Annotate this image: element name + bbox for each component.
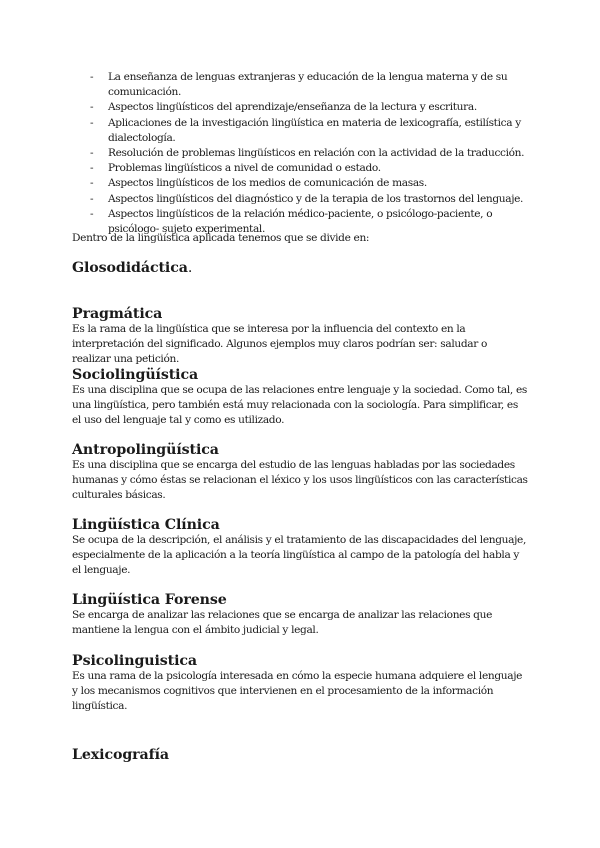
paragraph-linguistica-clinica: Se ocupa de la descripción, el análisis y el tratamiento de las discapacidades del lenguaje, especialmente de la aplicación a la teoría lingüística al campo de la patología del habla y el lenguaje.	[72, 534, 526, 577]
bullet-marker: -	[90, 162, 94, 175]
paragraph-sociolinguistica: Es una disciplina que se ocupa de las relaciones entre lenguaje y la sociedad. Como tal, es una lingüística, pero también está muy relacionada con la sociología. Para simplificar, es el uso del lenguaje tal y como es utilizado.	[72, 384, 527, 427]
heading-pragmatica: Pragmática	[72, 306, 163, 322]
list-item-text: La enseñanza de lenguas extranjeras y educación de la lengua materna y de su comunicación.	[108, 71, 508, 99]
bullet-marker: -	[90, 71, 94, 83]
list-item	[72, 100, 532, 115]
paragraph-linguistica-forense: Se encarga de analizar las relaciones que se encarga de analizar las relaciones que mantiene la lengua con el ámbito judicial y legal.	[72, 609, 493, 637]
bullet-marker: -	[90, 147, 94, 160]
heading-text: Glosodidáctica	[72, 260, 188, 276]
paragraph-pragmatica: Es la rama de la lingüística que se interesa por la influencia del contexto en la interpretación del significado. Algunos ejemplos muy claros podrían ser: saludar o realizar una petición.	[72, 323, 488, 366]
list-item-text: Aspectos lingüísticos del diagnóstico y de la terapia de los trastornos del lenguaje.	[108, 192, 524, 205]
list-item-text: Problemas lingüísticos a nivel de comunidad o estado.	[108, 162, 381, 175]
heading-lexicografia: Lexicografía	[72, 747, 170, 763]
list-item	[72, 146, 532, 161]
list-item-text: Aspectos lingüísticos del aprendizaje/enseñanza de la lectura y escritura.	[108, 101, 477, 114]
bullet-marker: -	[90, 192, 94, 205]
bullet-marker: -	[90, 101, 94, 114]
heading-sociolinguistica: Sociolingüística	[72, 367, 199, 383]
list-item-text: Aspectos lingüísticos de los medios de comunicación de masas.	[108, 177, 427, 190]
paragraph-antropolinguistica: Es una disciplina que se encarga del estudio de las lenguas habladas por las sociedades humanas y cómo éstas se relacionan el léxico y los usos lingüísticos con las características culturales básicas.	[72, 459, 528, 502]
list-item	[72, 176, 532, 191]
bullet-marker: -	[90, 177, 94, 190]
paragraph-psicolinguistica: Es una rama de la psicología interesada en cómo la especie humana adquiere el lenguaje y los mecanismos cognitivos que intervienen en el procesamiento de la información lingüística.	[72, 670, 523, 713]
intro-paragraph: Dentro de la lingüística aplicada tenemos que se divide en:	[72, 232, 370, 244]
list-item-text: Aplicaciones de la investigación lingüística en materia de lexicografía, estilística y dialectología.	[108, 116, 521, 144]
heading-antropolinguistica: Antropolingüística	[72, 442, 219, 458]
heading-psicolinguistica: Psicolinguistica	[72, 653, 198, 669]
heading-linguistica-forense: Lingüística Forense	[72, 592, 227, 608]
bullet-marker: -	[90, 116, 94, 129]
list-item-text: Aspectos lingüísticos de la relación médico-paciente, o psicólogo-paciente, o psicólogo- sujeto experimental.	[108, 207, 493, 236]
list-item	[72, 161, 532, 176]
list-item	[72, 116, 532, 146]
heading-glosodidactica	[72, 259, 192, 277]
bullet-list	[72, 70, 532, 237]
list-item-text: Resolución de problemas lingüísticos en relación con la actividad de la traducción.	[108, 147, 525, 160]
list-item	[72, 192, 532, 207]
bullet-marker: -	[90, 207, 94, 220]
heading-linguistica-clinica: Lingüística Clínica	[72, 517, 220, 533]
list-item	[72, 70, 532, 100]
heading-suffix: .	[187, 260, 193, 276]
